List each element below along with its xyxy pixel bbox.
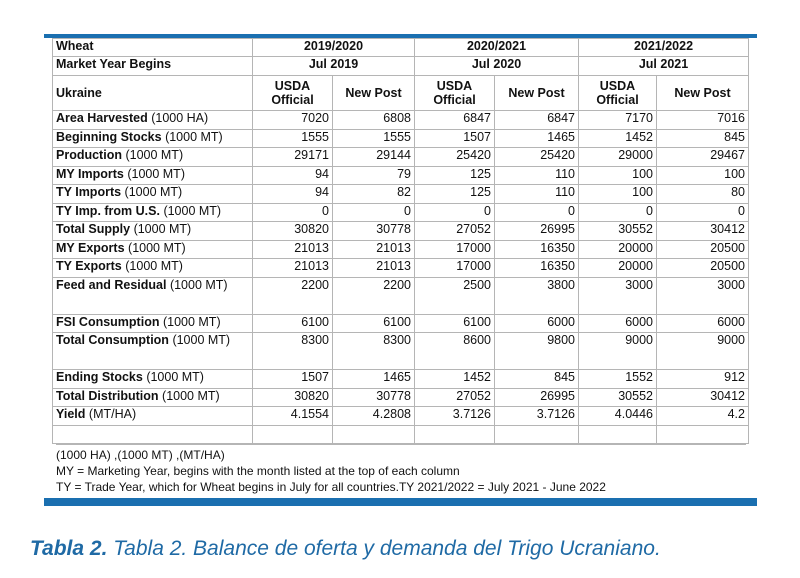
table-cell: 110 — [495, 185, 579, 204]
row-label — [53, 129, 253, 148]
blank-cell — [495, 425, 579, 443]
row-label — [53, 277, 253, 314]
table-cell: 21013 — [253, 240, 333, 259]
row-name: TY Exports — [56, 259, 122, 273]
table-cell: 30412 — [657, 222, 749, 241]
table-cell: 7170 — [579, 111, 657, 130]
table-row — [53, 407, 749, 426]
table-cell: 9800 — [495, 333, 579, 370]
table-cell: 1555 — [253, 129, 333, 148]
row-label — [53, 388, 253, 407]
row-name: Total Distribution — [56, 388, 159, 403]
table-row — [53, 388, 749, 407]
new-post-header: New Post — [657, 76, 749, 111]
table-cell: 16350 — [495, 240, 579, 259]
table-cell: 0 — [253, 203, 333, 222]
table-cell: 17000 — [415, 240, 495, 259]
table-cell: 1507 — [253, 370, 333, 389]
table-cell: 6100 — [333, 314, 415, 333]
year-header: 2020/2021 — [415, 39, 579, 57]
table-cell: 6847 — [495, 111, 579, 130]
blank-cell — [657, 425, 749, 443]
header-row-years — [53, 39, 749, 57]
table-cell: 0 — [579, 203, 657, 222]
blank-cell — [253, 425, 333, 443]
new-post-header: New Post — [495, 76, 579, 111]
table-cell: 0 — [657, 203, 749, 222]
table-cell: 125 — [415, 185, 495, 204]
begins-header: Jul 2020 — [415, 57, 579, 76]
table-cell: 6100 — [253, 314, 333, 333]
note-line: TY = Trade Year, which for Wheat begins in July for all countries.TY 2021/2022 = July 2021 - June 2022 — [56, 480, 606, 494]
blank-cell — [579, 425, 657, 443]
table-cell: 3800 — [495, 277, 579, 314]
table-cell: 29171 — [253, 148, 333, 167]
country-label: Ukraine — [53, 76, 253, 111]
row-unit: (1000 MT) — [162, 388, 220, 403]
row-unit: (1000 MT) — [133, 222, 192, 236]
table-cell: 1465 — [333, 370, 415, 389]
table-cell: 6000 — [657, 314, 749, 333]
table-cell: 9000 — [579, 333, 657, 370]
caption-text: Tabla 2. Balance de oferta y demanda del Trigo Ucraniano. — [113, 537, 661, 560]
table-cell: 2500 — [415, 277, 495, 314]
table-cell: 125 — [415, 166, 495, 185]
table-cell: 1552 — [579, 370, 657, 389]
table-cell: 7020 — [253, 111, 333, 130]
table-notes — [56, 444, 746, 495]
table-cell: 6100 — [415, 314, 495, 333]
table-cell: 4.2808 — [333, 407, 415, 426]
row-name: Area Harvested — [56, 111, 148, 125]
market-year-label: Market Year Begins — [53, 57, 253, 76]
row-name: Feed and Residual — [56, 277, 167, 292]
row-name: Total Consumption — [56, 333, 169, 347]
table-cell: 6000 — [579, 314, 657, 333]
row-label — [53, 333, 253, 370]
row-unit: (1000 MT) — [163, 203, 222, 218]
table-row — [53, 222, 749, 241]
table-cell: 845 — [657, 129, 749, 148]
table-row — [53, 259, 749, 278]
table-cell: 94 — [253, 185, 333, 204]
table-cell: 29144 — [333, 148, 415, 167]
table-cell: 30552 — [579, 222, 657, 241]
row-label — [53, 407, 253, 426]
table-cell: 27052 — [415, 222, 495, 241]
table-cell: 6808 — [333, 111, 415, 130]
table-row — [53, 314, 749, 333]
table-row — [53, 166, 749, 185]
table-cell: 21013 — [333, 259, 415, 278]
table-cell: 6000 — [495, 314, 579, 333]
row-name: MY Imports — [56, 166, 124, 181]
table-cell: 20500 — [657, 240, 749, 259]
table-cell: 8300 — [253, 333, 333, 370]
row-label — [53, 185, 253, 204]
table-cell: 82 — [333, 185, 415, 204]
row-unit: (1000 MT) — [172, 333, 231, 347]
table-cell: 26995 — [495, 222, 579, 241]
table-row — [53, 185, 749, 204]
table-cell: 4.0446 — [579, 407, 657, 426]
blank-row — [53, 425, 749, 443]
table-cell: 6847 — [415, 111, 495, 130]
table-row — [53, 240, 749, 259]
table-cell: 845 — [495, 370, 579, 389]
table-cell: 1465 — [495, 129, 579, 148]
row-unit: (1000 MT) — [128, 240, 186, 255]
table-cell: 26995 — [495, 388, 579, 407]
table-cell: 1452 — [415, 370, 495, 389]
table-cell: 17000 — [415, 259, 495, 278]
table-cell: 2200 — [333, 277, 415, 314]
table-cell: 9000 — [657, 333, 749, 370]
table-cell: 3.7126 — [495, 407, 579, 426]
row-unit: (1000 MT) — [124, 185, 183, 199]
row-label — [53, 203, 253, 222]
table-row — [53, 129, 749, 148]
row-unit: (1000 MT) — [125, 148, 184, 162]
row-name: Total Supply — [56, 222, 131, 236]
row-label — [53, 259, 253, 278]
row-label — [53, 240, 253, 259]
table-cell: 2200 — [253, 277, 333, 314]
table-row — [53, 277, 749, 314]
table-cell: 20000 — [579, 259, 657, 278]
begins-header: Jul 2019 — [253, 57, 415, 76]
row-label — [53, 314, 253, 333]
table-cell: 30778 — [333, 388, 415, 407]
figure-caption — [30, 537, 661, 561]
table-cell: 7016 — [657, 111, 749, 130]
note-line: (1000 HA) ,(1000 MT) ,(MT/HA) — [56, 448, 225, 462]
table-cell: 25420 — [415, 148, 495, 167]
row-unit: (1000 MT) — [165, 129, 223, 144]
table-cell: 20500 — [657, 259, 749, 278]
table-cell: 30412 — [657, 388, 749, 407]
table-cell: 1555 — [333, 129, 415, 148]
table-row — [53, 333, 749, 370]
begins-header: Jul 2021 — [579, 57, 749, 76]
row-label — [53, 148, 253, 167]
table-cell: 8600 — [415, 333, 495, 370]
row-unit: (1000 MT) — [162, 314, 221, 329]
row-name: Ending Stocks — [56, 370, 143, 384]
table-cell: 30820 — [253, 222, 333, 241]
row-unit: (MT/HA) — [88, 407, 137, 421]
row-label — [53, 111, 253, 130]
blank-cell — [53, 425, 253, 443]
row-name: TY Imp. from U.S. — [56, 203, 160, 218]
table-cell: 0 — [495, 203, 579, 222]
table-cell: 30778 — [333, 222, 415, 241]
table-cell: 4.1554 — [253, 407, 333, 426]
table-row — [53, 111, 749, 130]
table-cell: 110 — [495, 166, 579, 185]
usda-official-header: USDA Official — [253, 76, 333, 111]
header-row-sources — [53, 76, 749, 111]
table-cell: 25420 — [495, 148, 579, 167]
row-unit: (1000 MT) — [169, 277, 228, 292]
caption-lead: Tabla 2. — [30, 537, 108, 560]
table-cell: 27052 — [415, 388, 495, 407]
row-unit: (1000 MT) — [125, 259, 183, 273]
note-line: MY = Marketing Year, begins with the month listed at the top of each column — [56, 464, 460, 478]
table-cell: 80 — [657, 185, 749, 204]
table-row — [53, 148, 749, 167]
row-name: MY Exports — [56, 240, 125, 255]
table-cell: 3000 — [657, 277, 749, 314]
row-name: TY Imports — [56, 185, 122, 199]
table-cell: 3000 — [579, 277, 657, 314]
table-cell: 30820 — [253, 388, 333, 407]
row-label — [53, 370, 253, 389]
row-name: Beginning Stocks — [56, 129, 162, 144]
table-row — [53, 370, 749, 389]
usda-official-header: USDA Official — [579, 76, 657, 111]
table-cell: 94 — [253, 166, 333, 185]
table-cell: 1507 — [415, 129, 495, 148]
table-cell: 100 — [657, 166, 749, 185]
table-cell: 100 — [579, 166, 657, 185]
new-post-header: New Post — [333, 76, 415, 111]
row-label — [53, 166, 253, 185]
table-cell: 21013 — [333, 240, 415, 259]
row-name: FSI Consumption — [56, 314, 160, 329]
table-cell: 4.2 — [657, 407, 749, 426]
table-cell: 20000 — [579, 240, 657, 259]
table-cell: 29467 — [657, 148, 749, 167]
year-header: 2021/2022 — [579, 39, 749, 57]
row-unit: (1000 MT) — [146, 370, 204, 384]
table-cell: 30552 — [579, 388, 657, 407]
header-row-begins — [53, 57, 749, 76]
table-cell: 16350 — [495, 259, 579, 278]
row-name: Yield — [56, 407, 86, 421]
row-name: Production — [56, 148, 122, 162]
table-cell: 100 — [579, 185, 657, 204]
table-cell: 3.7126 — [415, 407, 495, 426]
table-cell: 912 — [657, 370, 749, 389]
table-cell: 29000 — [579, 148, 657, 167]
table-cell: 1452 — [579, 129, 657, 148]
table-row — [53, 203, 749, 222]
year-header: 2019/2020 — [253, 39, 415, 57]
row-unit: (1000 HA) — [151, 111, 209, 125]
wheat-supply-demand-table — [52, 38, 749, 444]
blank-cell — [415, 425, 495, 443]
row-label — [53, 222, 253, 241]
table-cell: 79 — [333, 166, 415, 185]
table-cell: 21013 — [253, 259, 333, 278]
table-cell: 0 — [333, 203, 415, 222]
blank-cell — [333, 425, 415, 443]
commodity-label: Wheat — [53, 39, 253, 57]
table-cell: 8300 — [333, 333, 415, 370]
usda-official-header: USDA Official — [415, 76, 495, 111]
row-unit: (1000 MT) — [127, 166, 185, 181]
table-cell: 0 — [415, 203, 495, 222]
